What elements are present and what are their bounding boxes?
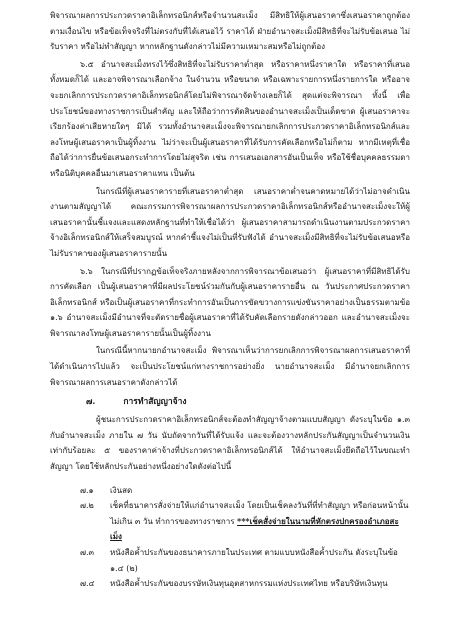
paragraph-7: ผู้ชนะการประกวดราคาอิเล็กทรอนิกส์จะต้องทำสัญญาจ้างตามแบบสัญญา ดังระบุในข้อ ๑.๓ กับอำนาจสะเม็ง ภายใน ๗ วัน นับถัดจากวันที่ได้รับแจ้ง และจะต้องวางหลักประกันสัญญาเป็นจำนวนเงินเท่ากับร้อยละ ๕ ของราคาค่าจ้างที่ประกวดราคาอิเล็กทรอนิกส์ได้ ให้อำนาจสะเม็งยึดถือไว้ในขณะทำสัญญา โดยใช้หลักประกันอย่างหนึ่งอย่างใดดังต่อไปนี้	[50, 415, 410, 472]
list-item	[50, 498, 410, 545]
paragraph-intro: พิจารณาผลการประกวดราคาอิเล็กทรอนิกส์หรือจำนวนสะเม็ง มีสิทธิให้ผู้เสนอราคาซึ่งเสนอราคาถูกต้องตามเงื่อนไข หรือข้อเท็จจริงที่ไม่ตรงกับที่ได้เสนอไว้ ราคาได้ ฝ่ายอำนาจสะเม็งมีสิทธิที่จะไม่รับข้อเสนอ ไม่รับราคา หรือไม่ทำสัญญา หากหลักฐานดังกล่าวไม่มีความเหมาะสมหรือไม่ถูกต้อง	[50, 11, 410, 52]
paragraph-6-5-continued: ในกรณีที่ผู้เสนอราคารายที่เสนอราคาต่ำสุด เสนอราคาต่ำจนคาดหมายได้ว่าไม่อาจดำเนินงานตามสัญญาได้ คณะกรรมการพิจารณาผลการประกวดราคาอิเล็กทรอนิกส์หรืออำนาจสะเม็งจะให้ผู้เสนอราคานั้นชี้แจงและแสดงหลักฐานที่ทำให้เชื่อได้ว่า ผู้เสนอราคาสามารถดำเนินงานตามประกวดราคาจ้างอิเล็กทรอนิกส์ให้เสร็จสมบูรณ์ หากคำชี้แจงไม่เป็นที่รับฟังได้ อำนาจสะเม็งมีสิทธิที่จะไม่รับข้อเสนอหรือไม่รับราคาของผู้เสนอราคารายนั้น	[50, 186, 410, 258]
paragraph-6-5: ๖.๕ อำนาจสะเม็งทรงไว้ซึ่งสิทธิที่จะไม่รับราคาต่ำสุด หรือราคาหนึ่งราคาใด หรือราคาที่เสนอทั้งหมดก็ได้ และอาจพิจารณาเลือกจ้าง ในจำนวน หรือขนาด หรือเฉพาะรายการหนึ่งรายการใด หรืออาจจะยกเลิกการประกวดราคาอิเล็กทรอนิกส์โดยไม่พิจารณาจัดจ้างเลยก็ได้ สุดแต่จะพิจารณา ทั้งนี้ เพื่อประโยชน์ของทางราชการเป็นสำคัญ และให้ถือว่าการตัดสินของอำนาจสะเม็งเป็นเด็ดขาด ผู้เสนอราคาจะเรียกร้องค่าเสียหายใดๆ มิได้ รวมทั้งอำนาจสะเม็งจะพิจารณายกเลิกการประกวดราคาอิเล็กทรอนิกส์และลงโทษผู้เสนอราคาเป็นผู้ทิ้งงาน ไม่ว่าจะเป็นผู้เสนอราคาที่ได้รับการคัดเลือกหรือไม่ก็ตาม หากมีเหตุที่เชื่อถือได้ว่าการยื่นข้อเสนอกระทำการโดยไม่สุจริต เช่น การเสนอเอกสารอันเป็นเท็จ หรือใช้ชื่อบุคคลธรรมดา หรือนิติบุคคลอื่นมาเสนอราคาแทน เป็นต้น	[50, 59, 410, 178]
list-item-text: หนังสือค้ำประกันของบรรษัทเงินทุนอุตสาหกรรมแห่งประเทศไทย หรือบริษัทเงินทุน	[110, 579, 388, 589]
list-item	[50, 545, 410, 576]
paragraph-6-6: ๖.๖ ในกรณีที่ปรากฏข้อเท็จจริงภายหลังจากการพิจารณาข้อเสนอว่า ผู้เสนอราคาที่มีสิทธิได้รับการคัดเลือก เป็นผู้เสนอราคาที่มีผลประโยชน์ร่วมกันกับผู้เสนอราคารายอื่น ณ วันประกาศประกวดราคาอิเล็กทรอนิกส์ หรือเป็นผู้เสนอราคาที่กระทำการอันเป็นการขัดขวางการแข่งขันราคาอย่างเป็นธรรมตามข้อ ๑.๖ อำนาจสะเม็งมีอำนาจที่จะตัดรายชื่อผู้เสนอราคาที่ได้รับคัดเลือกรายดังกล่าวออก และอำนาจสะเม็งจะพิจารณาลงโทษผู้เสนอราคารายนั้นเป็นผู้ทิ้งงาน	[50, 266, 410, 338]
list-item	[50, 576, 410, 592]
list-item-number: ๗.๔	[80, 579, 95, 589]
section-title: การทำสัญญาจ้าง	[123, 397, 187, 408]
list-item-text	[110, 498, 410, 545]
list-item-emphasis: ***เช็คสั่งจ่ายในนามที่หักตรงปกครองอำเภอสะเม็ง	[110, 515, 399, 542]
list-item-number: ๗.๑	[80, 485, 94, 495]
list-item	[50, 483, 410, 499]
list-item-number: ๗.๒	[80, 501, 94, 511]
list-item-number: ๗.๓	[80, 548, 95, 557]
list-item-text: เงินสด	[110, 485, 133, 495]
paragraph-6-6-continued: ในกรณีนี้หากนายกอำนาจสะเม็ง พิจารณาเห็นว่าการยกเลิกการพิจารณาผลการเสนอราคาที่ได้ดำเนินการไปแล้ว จะเป็นประโยชน์แก่ทางราชการอย่างยิ่ง นายอำนาจสะเม็ง มีอำนาจยกเลิกการพิจารณาผลการเสนอราคาดังกล่าวได้	[50, 346, 410, 387]
list-item-text: หนังสือค้ำประกันของธนาคารภายในประเทศ ตามแบบหนังสือค้ำประกัน ดังระบุในข้อ ๑.๔ (๒)	[110, 548, 398, 573]
section-number: ๗.	[86, 397, 96, 408]
section-heading-7	[86, 394, 410, 410]
list-item-body: เช็คที่ธนาคารสั่งจ่ายให้แก่อำนาจสะเม็ง โดยเป็นเช็คลงวันที่ที่ทำสัญญา หรือก่อนหน้านั้นไม่เกิน ๓ วัน ทำการของทางราชการ	[110, 501, 409, 526]
